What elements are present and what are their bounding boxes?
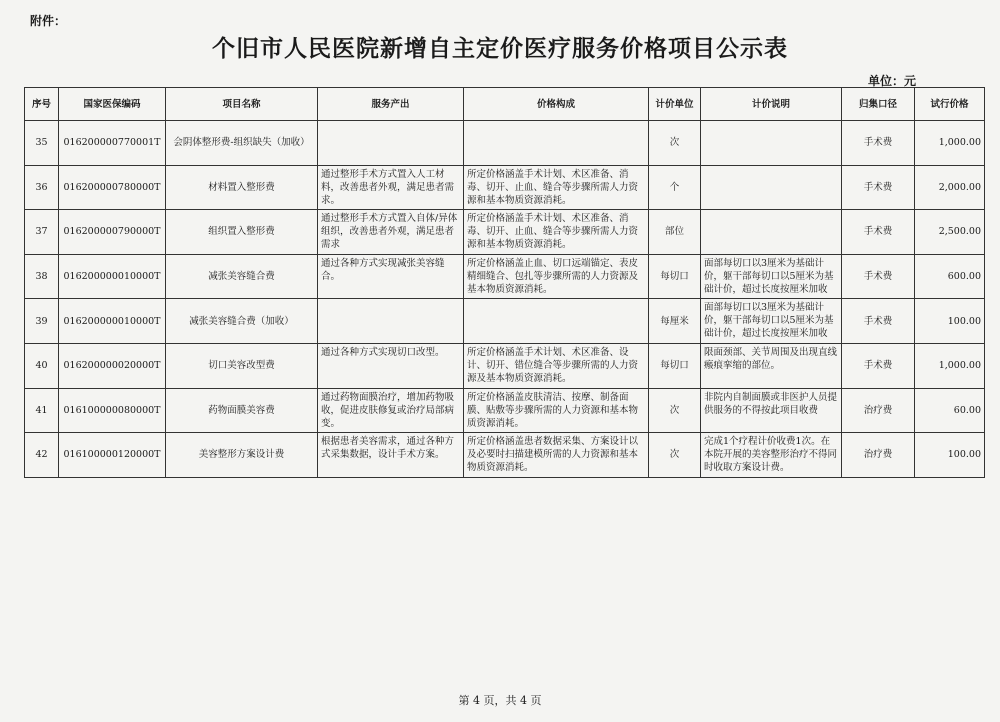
cell-no: 35: [25, 121, 59, 166]
cell-name: 减张美容缝合费（加收）: [166, 299, 318, 344]
cell-output: 通过整形手术方式置入自体/异体组织，改善患者外观，满足患者需求: [318, 210, 464, 255]
cell-unit: 次: [649, 388, 701, 433]
cell-note: [701, 121, 842, 166]
cell-category: 手术费: [842, 254, 915, 299]
table-row: [25, 165, 985, 210]
cell-output: [318, 299, 464, 344]
cell-code: 016200000770001T: [59, 121, 166, 166]
cell-name: 切口美容改型费: [166, 343, 318, 388]
table-row: [25, 210, 985, 255]
cell-name: 美容整形方案设计费: [166, 433, 318, 478]
col-header-output: 服务产出: [318, 88, 464, 121]
cell-category: 手术费: [842, 210, 915, 255]
cell-no: 36: [25, 165, 59, 210]
cell-note: 面部每切口以3厘米为基础计价，躯干部每切口以5厘米为基础计价，超过长度按厘米加收: [701, 299, 842, 344]
cell-name: 药物面膜美容费: [166, 388, 318, 433]
table-row: [25, 121, 985, 166]
cell-composition: 所定价格涵盖患者数据采集、方案设计以及必要时扫描建模所需的人力资源和基本物质资源消耗。: [464, 433, 649, 478]
cell-output: [318, 121, 464, 166]
price-table: [24, 87, 985, 478]
table-row: [25, 388, 985, 433]
cell-code: 016200000020000T: [59, 343, 166, 388]
cell-note: 限面颈部、关节周围及出现直线瘢痕挛缩的部位。: [701, 343, 842, 388]
page-title: 个旧市人民医院新增自主定价医疗服务价格项目公示表: [212, 35, 788, 62]
cell-name: 会阴体整形费-组织缺失（加收）: [166, 121, 318, 166]
cell-code: 016200000010000T: [59, 299, 166, 344]
cell-no: 42: [25, 433, 59, 478]
cell-code: 016200000790000T: [59, 210, 166, 255]
table-row: [25, 299, 985, 344]
cell-note: [701, 165, 842, 210]
cell-composition: 所定价格涵盖手术计划、术区准备、消毒、切开、止血、缝合等步骤所需人力资源和基本物质资源消耗。: [464, 210, 649, 255]
cell-note: 非院内自制面膜或非医护人员提供服务的不得按此项目收费: [701, 388, 842, 433]
col-header-unit: 计价单位: [649, 88, 701, 121]
cell-composition: [464, 121, 649, 166]
cell-unit: 每厘米: [649, 299, 701, 344]
unit-label: 单位：元: [868, 74, 917, 88]
cell-composition: 所定价格涵盖皮肤清洁、按摩、制备面膜、贴敷等步骤所需的人力资源和基本物质资源消耗。: [464, 388, 649, 433]
cell-price: 100.00: [915, 299, 985, 344]
cell-code: 016100000120000T: [59, 433, 166, 478]
table-header-row: [25, 88, 985, 121]
cell-category: 手术费: [842, 165, 915, 210]
cell-unit: 每切口: [649, 343, 701, 388]
cell-no: 39: [25, 299, 59, 344]
page-number: 第 4 页，共 4 页: [458, 694, 542, 707]
cell-composition: 所定价格涵盖手术计划、术区准备、设计、切开、错位缝合等步骤所需的人力资源及基本物质资源消耗。: [464, 343, 649, 388]
cell-note: [701, 210, 842, 255]
col-header-name: 项目名称: [166, 88, 318, 121]
table-row: [25, 254, 985, 299]
cell-category: 治疗费: [842, 388, 915, 433]
cell-price: 600.00: [915, 254, 985, 299]
cell-output: 通过各种方式实现切口改型。: [318, 343, 464, 388]
col-header-note: 计价说明: [701, 88, 842, 121]
attachment-label: 附件：: [30, 14, 67, 28]
cell-output: 根据患者美容需求，通过各种方式采集数据，设计手术方案。: [318, 433, 464, 478]
cell-no: 40: [25, 343, 59, 388]
cell-code: 016200000010000T: [59, 254, 166, 299]
cell-no: 38: [25, 254, 59, 299]
cell-no: 41: [25, 388, 59, 433]
cell-composition: 所定价格涵盖止血、切口远端锚定、表皮精细缝合、包扎等步骤所需的人力资源及基本物质资源消耗。: [464, 254, 649, 299]
col-header-category: 归集口径: [842, 88, 915, 121]
col-header-code: 国家医保编码: [59, 88, 166, 121]
col-header-no: 序号: [25, 88, 59, 121]
cell-no: 37: [25, 210, 59, 255]
table-row: [25, 343, 985, 388]
cell-category: 手术费: [842, 343, 915, 388]
cell-output: 通过整形手术方式置入人工材料，改善患者外观，满足患者需求。: [318, 165, 464, 210]
col-header-price: 试行价格: [915, 88, 985, 121]
cell-note: 面部每切口以3厘米为基础计价，躯干部每切口以5厘米为基础计价，超过长度按厘米加收: [701, 254, 842, 299]
cell-price: 2,500.00: [915, 210, 985, 255]
cell-price: 60.00: [915, 388, 985, 433]
cell-price: 100.00: [915, 433, 985, 478]
cell-output: 通过各种方式实现减张美容缝合。: [318, 254, 464, 299]
cell-composition: [464, 299, 649, 344]
cell-unit: 部位: [649, 210, 701, 255]
cell-unit: 次: [649, 121, 701, 166]
cell-unit: 每切口: [649, 254, 701, 299]
cell-price: 2,000.00: [915, 165, 985, 210]
cell-unit: 次: [649, 433, 701, 478]
cell-price: 1,000.00: [915, 121, 985, 166]
cell-name: 减张美容缝合费: [166, 254, 318, 299]
cell-note: 完成1个疗程计价收费1次。在本院开展的美容整形治疗不得同时收取方案设计费。: [701, 433, 842, 478]
cell-category: 手术费: [842, 121, 915, 166]
cell-composition: 所定价格涵盖手术计划、术区准备、消毒、切开、止血、缝合等步骤所需人力资源和基本物质资源消耗。: [464, 165, 649, 210]
cell-name: 组织置入整形费: [166, 210, 318, 255]
cell-name: 材料置入整形费: [166, 165, 318, 210]
cell-output: 通过药物面膜治疗，增加药物吸收，促进皮肤修复或治疗局部病变。: [318, 388, 464, 433]
table-row: [25, 433, 985, 478]
cell-code: 016100000080000T: [59, 388, 166, 433]
cell-category: 手术费: [842, 299, 915, 344]
cell-category: 治疗费: [842, 433, 915, 478]
cell-price: 1,000.00: [915, 343, 985, 388]
col-header-composition: 价格构成: [464, 88, 649, 121]
cell-unit: 个: [649, 165, 701, 210]
cell-code: 016200000780000T: [59, 165, 166, 210]
